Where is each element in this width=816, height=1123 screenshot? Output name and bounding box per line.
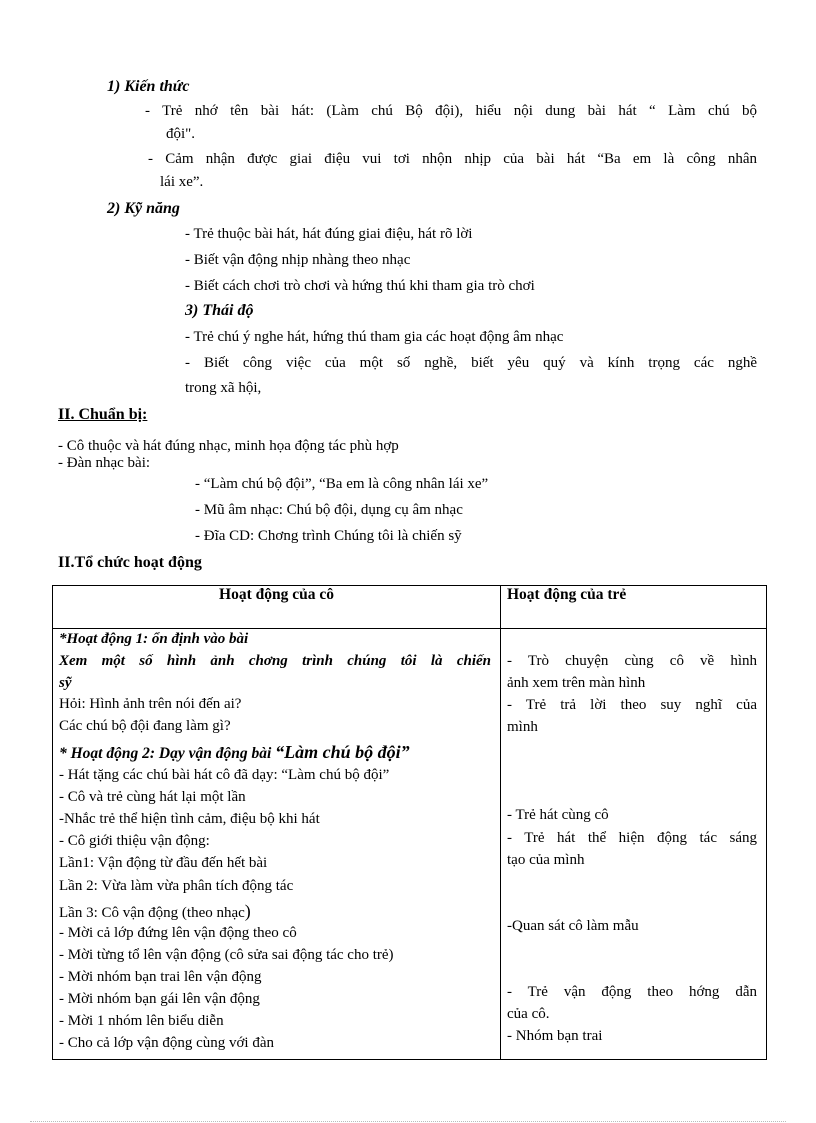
knowledge-heading: 1) Kiến thức [107,78,190,95]
preparation-line-2: - Đàn nhạc bài: [58,455,151,471]
child-line: - Trò chuyện cùng cô về hình [507,653,757,669]
skills-item: - Trẻ thuộc bài hát, hát đúng giai điệu, hát rõ lời [185,226,473,242]
child-line: - Trẻ hát thể hiện động tác sáng [507,830,757,846]
activity-1-title: *Hoạt động 1: ổn định vào bài [59,631,249,647]
child-line: - Nhóm bạn trai [507,1028,603,1044]
table-header-row [53,586,767,629]
teacher-line: Lần1: Vận động từ đầu đến hết bài [59,855,268,871]
preparation-heading: II. Chuẩn bị: [58,406,148,423]
child-line: - Trẻ vận động theo hớng dẫn [507,984,757,1000]
knowledge-item-2-line-2: lái xe”. [160,174,204,190]
teacher-line: Các chú bộ đội đang làm gì? [59,718,231,734]
preparation-sub-item: - “Làm chú bộ đội”, “Ba em là công nhân lái xe” [195,476,489,492]
teacher-line: Hỏi: Hình ảnh trên nói đến ai? [59,696,242,712]
knowledge-item-1-line-1: - Trẻ nhớ tên bài hát: (Làm chú Bộ đội), hiểu nội dung bài hát “ Làm chú bộ [145,103,757,119]
teacher-line-text: Lần 3: Cô vận động (theo nhạc [59,905,245,921]
page-bottom-divider [30,1121,786,1122]
teacher-line: - Mời cả lớp đứng lên vận động theo cô [59,925,297,941]
activity-2-title-text: * Hoạt động 2: Dạy vận động bài [59,745,272,762]
activity-1-subtitle-end: sỹ [59,675,72,691]
teacher-line: - Cho cả lớp vận động cùng với đàn [59,1035,274,1051]
teacher-line: - Hát tặng các chú bài hát cô đã dạy: “Làm chú bộ đội” [59,767,390,783]
preparation-sub-item: - Mũ âm nhạc: Chú bộ đội, dụng cụ âm nhạc [195,502,463,518]
knowledge-item-2-line-1: - Cảm nhận được giai điệu vui tơi nhộn nhịp của bài hát “Ba em là công nhân [148,151,757,167]
teacher-line: Lần 2: Vừa làm vừa phân tích động tác [59,878,294,894]
child-activity-cell [501,629,767,1060]
teacher-line: - Mời nhóm bạn trai lên vận động [59,969,262,985]
child-line: ảnh xem trên màn hình [507,675,646,691]
teacher-activity-cell [53,629,501,1060]
teacher-line-paren: ) [244,901,251,921]
teacher-line: - Cô giới thiệu vận động: [59,833,210,849]
skills-heading: 2) Kỹ năng [107,200,180,217]
skills-item: - Biết cách chơi trò chơi và hứng thú khi tham gia trò chơi [185,278,535,294]
child-line: - Trẻ hát cùng cô [507,807,609,823]
child-line: của cô. [507,1006,550,1022]
skills-item: - Biết vận động nhịp nhàng theo nhạc [185,252,411,268]
teacher-line [59,901,251,922]
child-line: - Trẻ trả lời theo suy nghĩ của [507,697,757,713]
teacher-line: - Mời từng tổ lên vận động (cô sửa sai động tác cho trẻ) [59,947,394,963]
activity-2-song-title: “Làm chú bộ đội” [275,742,410,762]
preparation-line-1: - Cô thuộc và hát đúng nhạc, minh họa động tác phù hợp [58,438,399,454]
table-row [53,629,767,1060]
attitude-item-1: - Trẻ chú ý nghe hát, hứng thú tham gia các hoạt động âm nhạc [185,329,564,345]
child-line: mình [507,719,538,735]
teacher-line: - Mời 1 nhóm lên biểu diễn [59,1013,224,1029]
teacher-line: - Mời nhóm bạn gái lên vận động [59,991,260,1007]
header-child-activity: Hoạt động của trẻ [501,586,767,629]
activity-table [52,585,767,1060]
organization-heading: II.Tổ chức hoạt động [58,554,202,571]
teacher-line: -Nhắc trẻ thể hiện tình cảm, điệu bộ khi hát [59,811,320,827]
activity-2-title [59,742,410,763]
teacher-line: - Cô và trẻ cùng hát lại một lần [59,789,246,805]
knowledge-item-1-line-2: đội". [166,126,196,142]
child-line: -Quan sát cô làm mẫu [507,918,639,934]
activity-1-subtitle: Xem một số hình ảnh chơng trình chúng tôi là chiến [59,653,491,669]
header-teacher-activity: Hoạt động của cô [53,586,501,629]
attitude-item-2-line-1: - Biết công việc của một số nghề, biết yêu quý và kính trọng các nghề [185,355,757,371]
attitude-heading: 3) Thái độ [185,302,254,319]
attitude-item-2-line-2: trong xã hội, [185,380,262,396]
child-line: tạo của mình [507,852,585,868]
preparation-sub-item: - Đĩa CD: Chơng trình Chúng tôi là chiến sỹ [195,528,462,544]
